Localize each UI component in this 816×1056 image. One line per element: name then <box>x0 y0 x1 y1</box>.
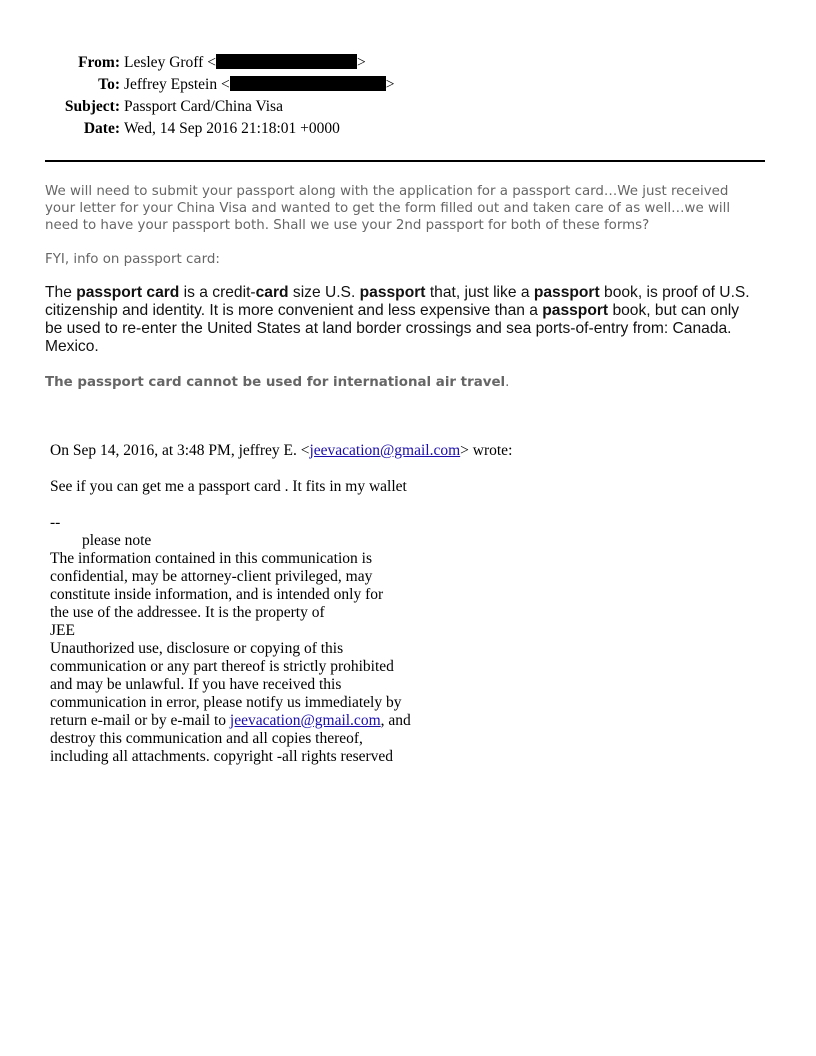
info-text: that, just like a <box>425 284 534 301</box>
disclaimer-line: The information contained in this communication is <box>50 550 372 567</box>
disclaimer <box>50 550 411 766</box>
disclaimer-line <box>50 712 411 730</box>
info-text: citizenship and identity. It is more convenient and less expensive than a <box>45 302 543 319</box>
warning-bold: The passport card cannot be used for international air travel <box>45 375 506 390</box>
info-text: book, is proof of U.S. <box>599 284 750 301</box>
info-bold: passport <box>359 284 426 301</box>
disclaimer-line: Unauthorized use, disclosure or copying of this <box>50 640 344 657</box>
disclaimer-text: return e-mail or by e-mail to <box>50 712 230 729</box>
quoted-intro-text: On Sep 14, 2016, at 3:48 PM, jeffrey E. < <box>50 442 310 459</box>
subject-label: Subject: <box>64 98 120 115</box>
to-value: Jeffrey Epstein < <box>124 76 230 93</box>
email-link[interactable]: jeevacation@gmail.com <box>309 442 461 459</box>
info-text: The <box>45 284 77 301</box>
disclaimer-line: including all attachments. copyright -all rights reserved <box>50 748 394 765</box>
to-row <box>0 76 700 94</box>
body-line: need to have your passport both. Shall we use your 2nd passport for both of these forms? <box>45 218 650 233</box>
to-close: > <box>385 76 395 93</box>
signature-dashes: -- <box>50 514 61 531</box>
info-line <box>45 302 775 320</box>
warning-tail: . <box>505 375 510 390</box>
disclaimer-line: and may be unlawful. If you have received this <box>50 676 342 693</box>
info-text: book, but can only <box>608 302 740 319</box>
disclaimer-line: constitute inside information, and is intended only for <box>50 586 384 603</box>
redaction-bar <box>216 54 357 69</box>
subject-value: Passport Card/China Visa <box>124 98 283 115</box>
body-line: We will need to submit your passport along with the application for a passport card…We just received <box>45 184 729 199</box>
from-close: > <box>356 54 366 71</box>
disclaimer-line: communication in error, please notify us immediately by <box>50 694 402 711</box>
please-note: please note <box>82 532 152 549</box>
disclaimer-line: JEE <box>50 622 75 639</box>
date-value: Wed, 14 Sep 2016 21:18:01 +0000 <box>124 120 340 137</box>
info-text: size U.S. <box>288 284 360 301</box>
disclaimer-text: , and <box>380 712 411 729</box>
body-line: your letter for your China Visa and wanted to get the form filled out and taken care of as well…we will <box>45 201 731 216</box>
from-row <box>0 54 700 72</box>
disclaimer-line: destroy this communication and all copies thereof, <box>50 730 363 747</box>
quoted-intro <box>50 442 512 460</box>
info-bold: card <box>255 284 289 301</box>
passport-card-info <box>45 284 775 356</box>
air-travel-warning <box>45 375 509 390</box>
from-value: Lesley Groff < <box>124 54 216 71</box>
to-label: To: <box>98 76 120 93</box>
disclaimer-line: communication or any part thereof is strictly prohibited <box>50 658 394 675</box>
date-label: Date: <box>83 120 120 137</box>
disclaimer-line: the use of the addressee. It is the property of <box>50 604 325 621</box>
subject-row <box>0 98 700 116</box>
info-bold: passport card <box>76 284 180 301</box>
email-link[interactable]: jeevacation@gmail.com <box>229 712 381 729</box>
info-line: Mexico. <box>45 338 99 355</box>
redaction-bar <box>230 76 386 91</box>
fyi-line: FYI, info on passport card: <box>45 252 220 267</box>
header-divider <box>45 160 765 162</box>
info-text: is a credit- <box>179 284 256 301</box>
quoted-intro-text: > wrote: <box>460 442 513 459</box>
disclaimer-line: confidential, may be attorney-client privileged, may <box>50 568 373 585</box>
quoted-request: See if you can get me a passport card . It fits in my wallet <box>50 478 407 495</box>
info-bold: passport <box>533 284 600 301</box>
date-row <box>0 120 700 138</box>
from-label: From: <box>78 54 120 71</box>
info-line <box>45 284 775 302</box>
info-bold: passport <box>542 302 609 319</box>
info-line: be used to re-enter the United States at land border crossings and sea ports-of-entry from: Canada. <box>45 320 732 337</box>
